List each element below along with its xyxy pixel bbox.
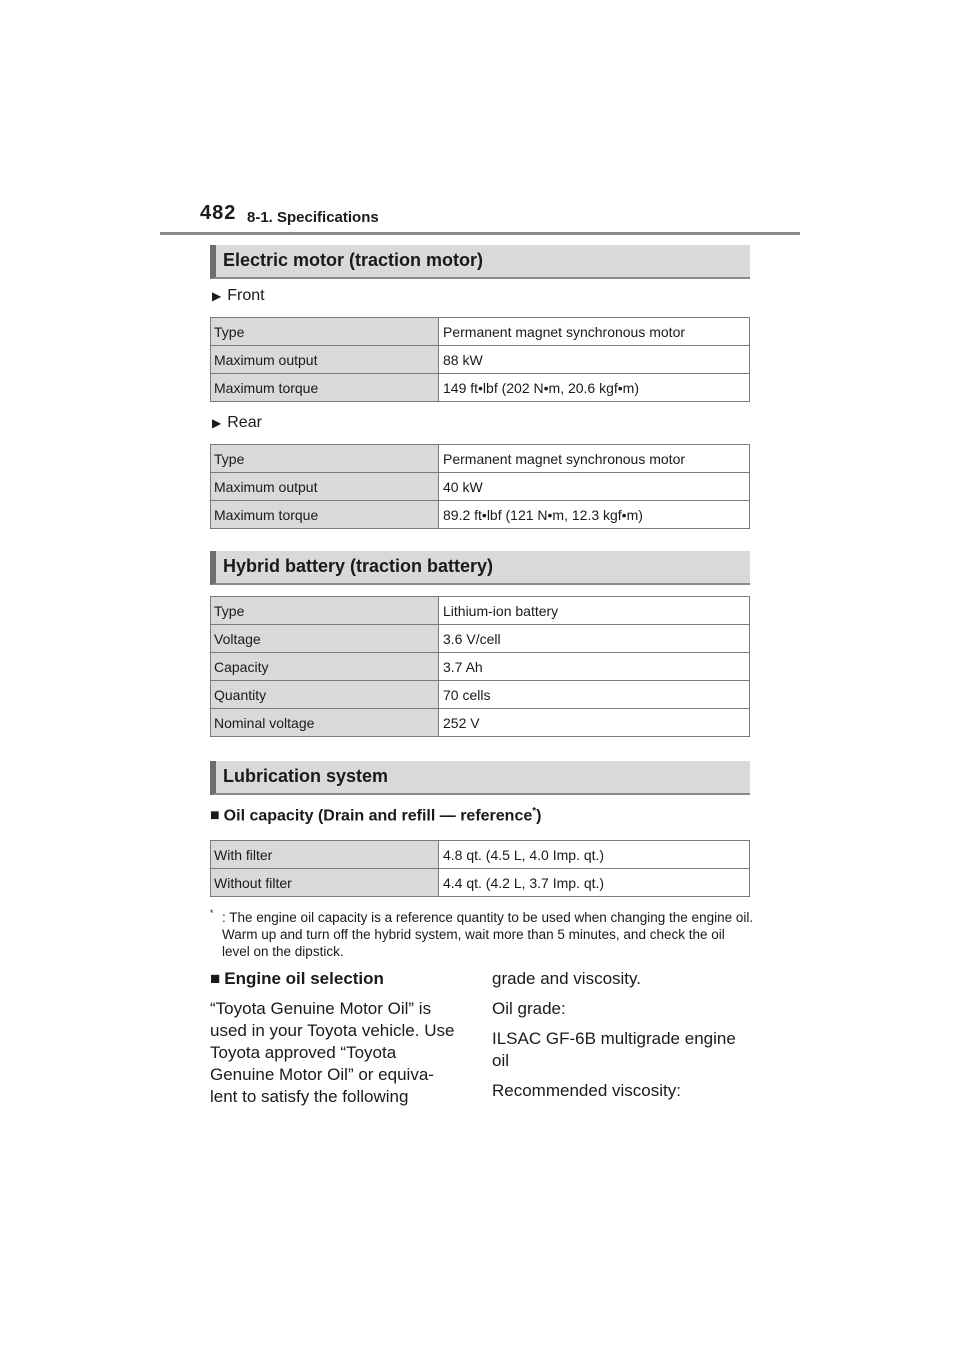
spec-value: 88 kW: [439, 346, 750, 374]
oil-capacity-label: Oil capacity (Drain and refill: [223, 807, 436, 825]
motor-heading-text: Electric motor (traction motor): [223, 250, 484, 270]
spec-key: Maximum torque: [211, 374, 439, 402]
spec-key: Voltage: [211, 625, 439, 653]
footnote-text: : The engine oil capacity is a reference quantity to be used when changing the engine oil. Warm up and turn off the hybrid system, wait more than 5 minutes, and check the oil level on the dipstick.: [222, 909, 754, 959]
table-row: [211, 597, 750, 625]
footnote-mark: *: [532, 806, 537, 817]
table-row: [211, 625, 750, 653]
battery-heading-text: Hybrid battery (traction battery): [223, 556, 494, 576]
spec-key: With filter: [211, 841, 439, 869]
header-divider: [160, 232, 800, 235]
oil-grade-value: ILSAC GF-6B multigrade engine oil: [492, 1029, 736, 1070]
triangle-bullet-icon: ▶: [212, 416, 222, 430]
page-number: 482: [200, 202, 237, 224]
front-label: Front: [227, 287, 265, 304]
table-row: [211, 445, 750, 473]
spec-value: 252 V: [439, 709, 750, 737]
spec-key: Nominal voltage: [211, 709, 439, 737]
spec-key: Maximum torque: [211, 501, 439, 529]
spec-value: 70 cells: [439, 681, 750, 709]
oil-capacity-dash: —: [439, 807, 456, 825]
triangle-bullet-icon: ▶: [212, 289, 222, 303]
lubrication-heading-text: Lubrication system: [223, 766, 389, 786]
spec-value: 3.6 V/cell: [439, 625, 750, 653]
engine-oil-left-column: [210, 968, 460, 1116]
square-bullet-icon: ■: [210, 807, 220, 825]
viscosity-label: Recommended viscosity:: [492, 1081, 681, 1100]
table-row: [211, 709, 750, 737]
oil-grade-label: Oil grade:: [492, 999, 566, 1018]
oil-footnote: [210, 905, 755, 960]
battery-heading: [210, 551, 750, 585]
spec-value: Permanent magnet synchronous motor: [439, 445, 750, 473]
spec-value: 4.8 qt. (4.5 L, 4.0 Imp. qt.): [439, 841, 750, 869]
engine-oil-paragraph: “Toyota Genuine Motor Oil” is used in your Toyota vehicle. Use Toyota approved “Toyota Genuine Motor Oil” or equiva-lent to satisfy the following: [210, 999, 455, 1106]
engine-oil-heading-text: Engine oil selection: [224, 969, 384, 988]
table-row: [211, 869, 750, 897]
spec-value: 89.2 ft•lbf (121 N•m, 12.3 kgf•m): [439, 501, 750, 529]
table-row: [211, 318, 750, 346]
spec-key: Type: [211, 597, 439, 625]
spec-value: 149 ft•lbf (202 N•m, 20.6 kgf•m): [439, 374, 750, 402]
table-row: [211, 653, 750, 681]
battery-table: [210, 596, 750, 737]
spec-value: Permanent magnet synchronous motor: [439, 318, 750, 346]
oil-capacity-close: ): [536, 807, 542, 825]
section-title: 8-1. Specifications: [247, 209, 379, 226]
rear-subheading: [212, 414, 262, 432]
lubrication-heading: [210, 761, 750, 795]
front-subheading: [212, 287, 265, 305]
spec-key: Type: [211, 318, 439, 346]
spec-key: Maximum output: [211, 346, 439, 374]
table-row: [211, 501, 750, 529]
rear-motor-table: [210, 444, 750, 529]
table-row: [211, 346, 750, 374]
spec-value: 4.4 qt. (4.2 L, 3.7 Imp. qt.): [439, 869, 750, 897]
front-motor-table: [210, 317, 750, 402]
square-bullet-icon: ■: [210, 969, 221, 988]
spec-key: Capacity: [211, 653, 439, 681]
motor-heading: [210, 245, 750, 279]
engine-oil-paragraph-cont: grade and viscosity.: [492, 969, 641, 988]
engine-oil-right-column: [492, 968, 752, 1110]
oil-capacity-table: [210, 840, 750, 897]
oil-capacity-ref: reference: [460, 807, 533, 825]
engine-oil-heading: [210, 968, 460, 990]
spec-key: Maximum output: [211, 473, 439, 501]
spec-key: Type: [211, 445, 439, 473]
table-row: [211, 374, 750, 402]
rear-label: Rear: [227, 414, 262, 431]
spec-value: 3.7 Ah: [439, 653, 750, 681]
spec-key: Without filter: [211, 869, 439, 897]
oil-capacity-subheading: [210, 806, 541, 825]
table-row: [211, 681, 750, 709]
table-row: [211, 473, 750, 501]
table-row: [211, 841, 750, 869]
spec-key: Quantity: [211, 681, 439, 709]
spec-value: 40 kW: [439, 473, 750, 501]
spec-value: Lithium-ion battery: [439, 597, 750, 625]
footnote-star: *: [210, 908, 214, 918]
